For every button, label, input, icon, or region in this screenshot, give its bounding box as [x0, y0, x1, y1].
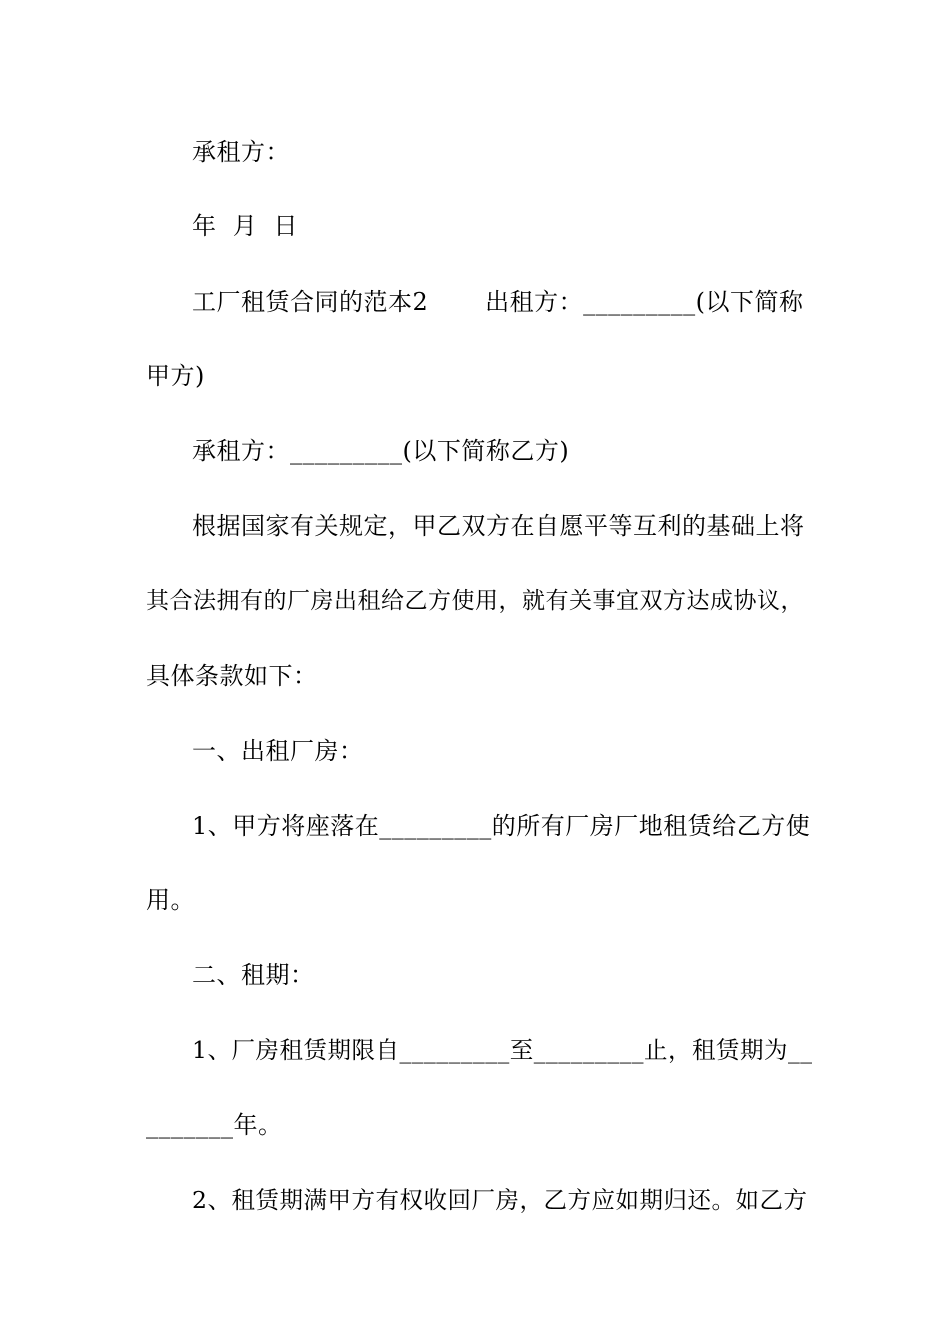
signature-date-line: 年 月 日: [192, 212, 299, 240]
clause-line: _______年。: [146, 1111, 283, 1139]
lessor-abbrev-line: 甲方): [146, 362, 205, 390]
section-heading: 二、租期：: [192, 961, 315, 989]
lessee-line: 承租方：_________(以下简称乙方): [192, 437, 570, 465]
paragraph-line: 根据国家有关规定，甲乙双方在自愿平等互利的基础上将: [192, 512, 805, 540]
contract-title-lessor-line: 工厂租赁合同的范本2 出租方：_________(以下简称: [192, 288, 804, 316]
paragraph-line: 具体条款如下：: [146, 662, 318, 690]
section-heading: 一、出租厂房：: [192, 737, 364, 765]
paragraph-line: 其合法拥有的厂房出租给乙方使用，就有关事宜双方达成协议，: [146, 588, 804, 614]
clause-line: 1、厂房租赁期限自_________至_________止，租赁期为__: [192, 1036, 813, 1064]
clause-line: 用。: [146, 886, 195, 914]
clause-line: 2、租赁期满甲方有权收回厂房，乙方应如期归还。如乙方: [192, 1186, 808, 1214]
clause-line: 1、甲方将座落在_________的所有厂房厂地租赁给乙方使: [192, 812, 811, 840]
signature-lessee-line: 承租方：: [192, 138, 290, 166]
